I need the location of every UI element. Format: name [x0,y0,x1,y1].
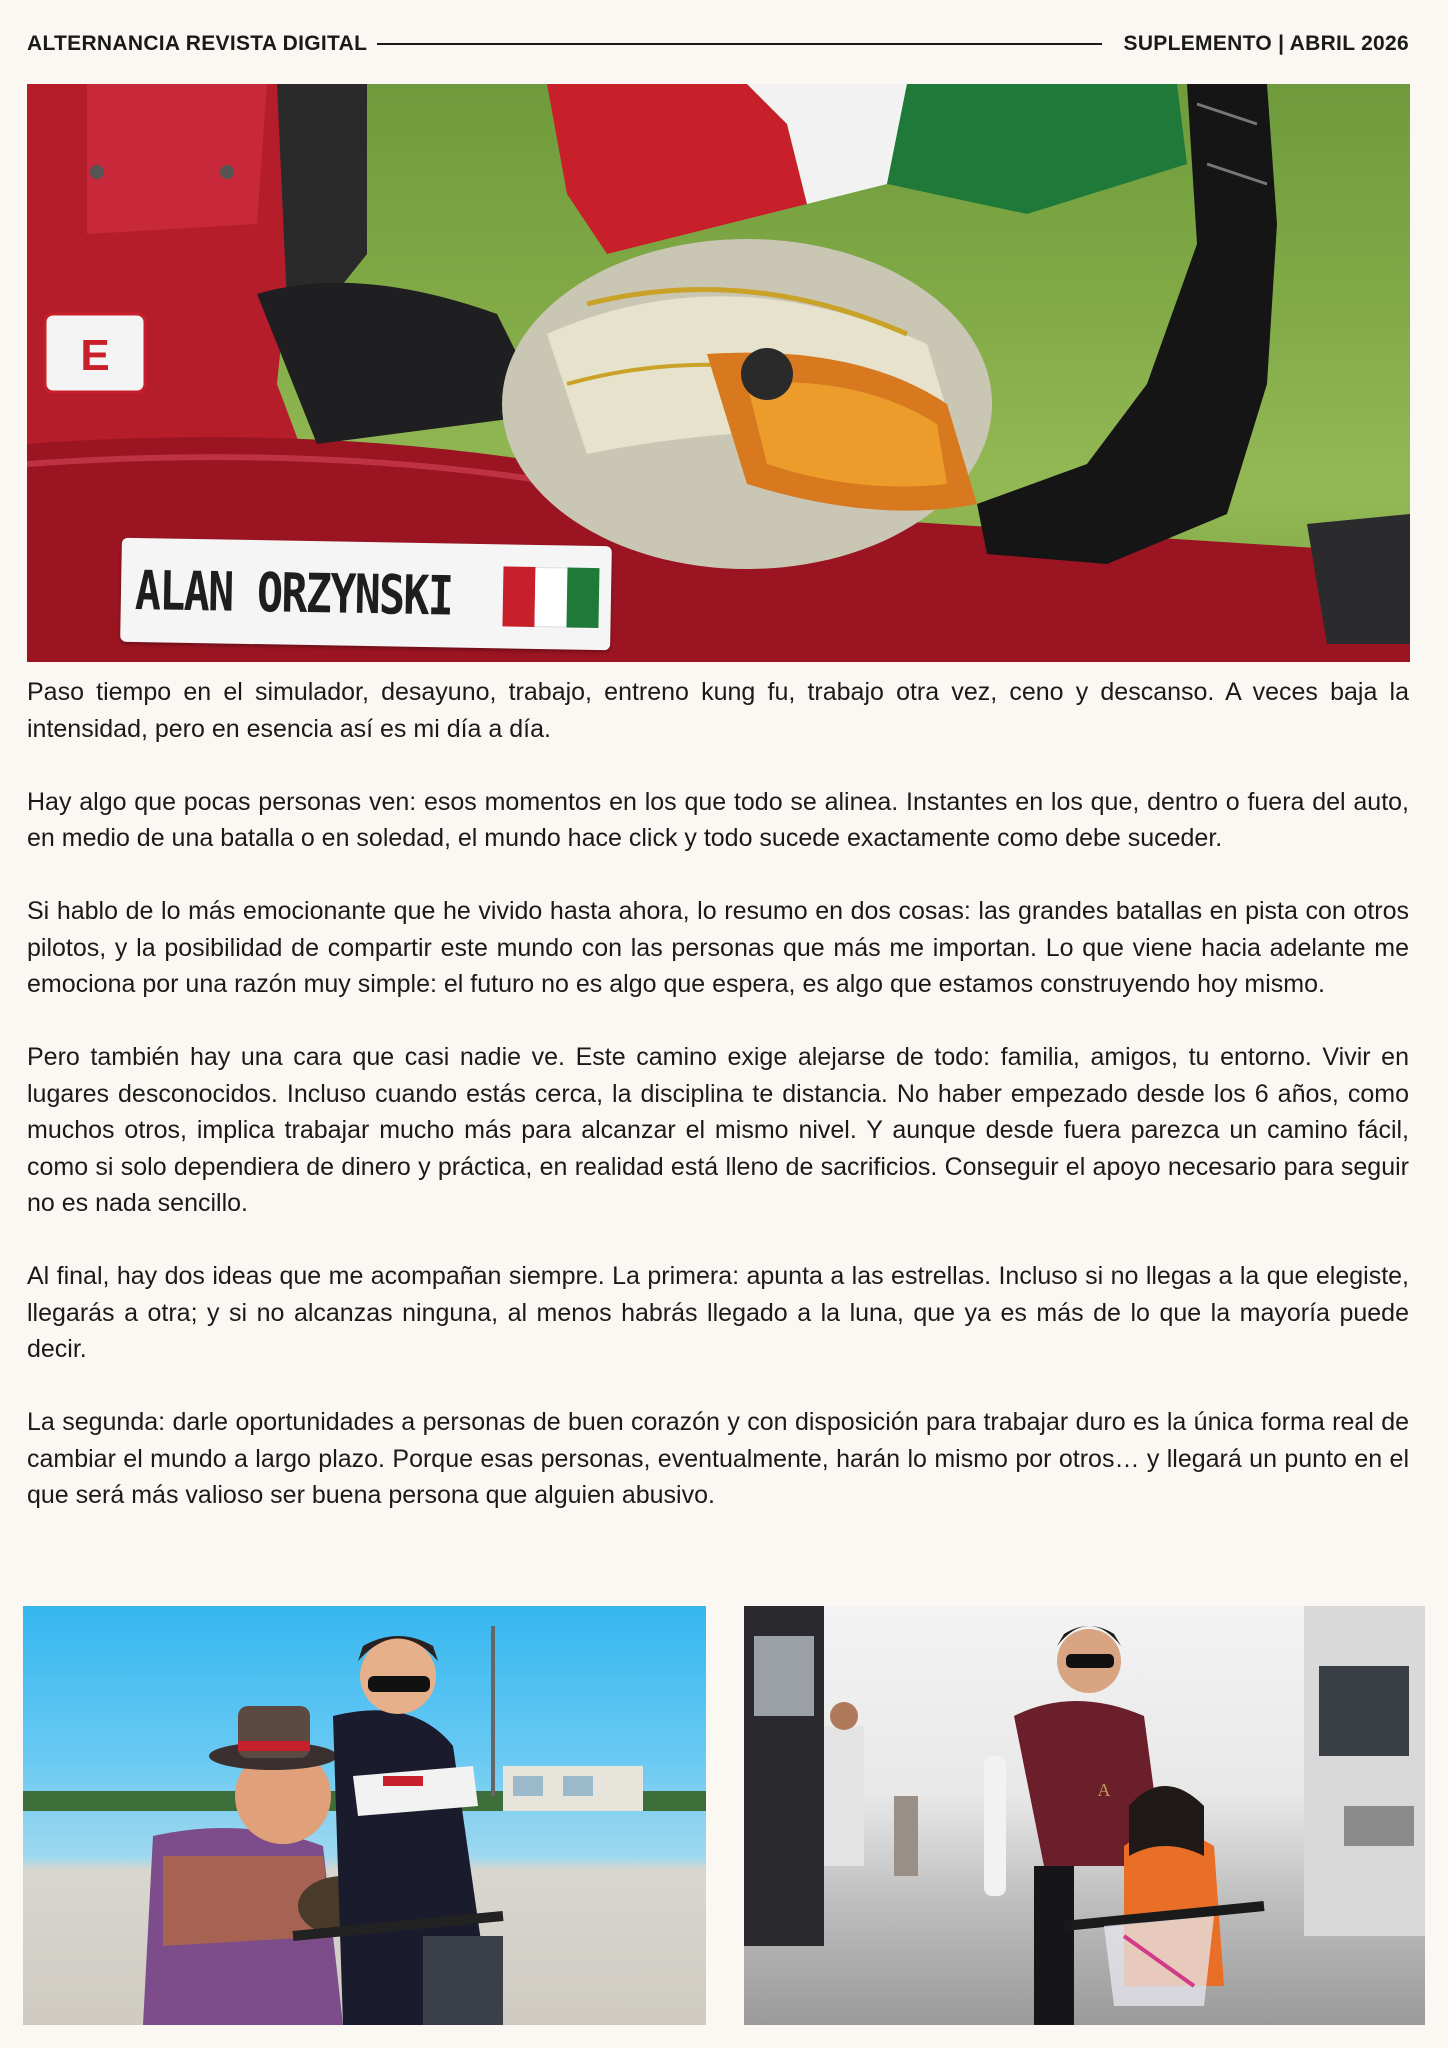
paragraph: Paso tiempo en el simulador, desayuno, trabajo, entreno kung fu, trabajo otra vez, ceno y descanso. A veces baja la intensidad, pero en esencia así es mi día a día. [27,678,1409,743]
article-body [27,674,1409,1550]
photo-driver-with-fan [23,1606,706,2025]
car-badge-letter: E [80,331,110,380]
issue-label: SUPLEMENTO | ABRIL 2026 [1123,32,1409,55]
paragraph: Hay algo que pocas personas ven: esos momentos en los que todo se alinea. Instantes en los que, dentro o fuera del auto, en medio de una batalla o en soledad, el mundo hace click y todo sucede exactamente como debe suceder. [27,787,1409,852]
hero-photo [27,84,1410,662]
mexico-flag-icon [502,566,599,628]
shirt-print: A [1097,1780,1111,1800]
paragraph: La segunda: darle oportunidades a personas de buen corazón y con disposición para trabajar duro es la única forma real de cambiar el mundo a largo plazo. Porque esas personas, eventualmente, harán lo mismo por otros… y llegará un punto en el que será más valioso ser buena persona que alguien abusivo. [27,1408,1409,1509]
paragraph: Pero también hay una cara que casi nadie ve. Este camino exige alejarse de todo: familia, amigos, tu entorno. Vivir en lugares desconocidos. Incluso cuando estás cerca, la disciplina te distancia. No haber empezado desde los 6 años, como muchos otros, implica trabajar mucho más para alcanzar el mismo nivel. Y aunque desde fuera parezca un camino fácil, como si solo dependiera de dinero y práctica, en realidad está lleno de sacrificios. Conseguir el apoyo necesario para seguir no es nada sencillo. [27,1043,1409,1217]
paragraph: Al final, hay dos ideas que me acompañan siempre. La primera: apunta a las estrellas. Incluso si no llegas a la que elegiste, llegarás a otra; y si no alcanzas ninguna, al menos habrás llegado a la luna, que ya es más de lo que la mayoría puede decir. [27,1262,1409,1363]
magazine-title: ALTERNANCIA REVISTA DIGITAL [27,32,368,55]
driver-name-plate [120,538,612,651]
driver-name: ALAN ORZYNSKI [134,558,453,628]
paragraph: Si hablo de lo más emocionante que he vivido hasta ahora, lo resumo en dos cosas: las grandes batallas en pista con otros pilotos, y la posibilidad de compartir este mundo con las personas que más me importan. Lo que viene hacia adelante me emociona por una razón muy simple: el futuro no es algo que espera, es algo que estamos construyendo hoy mismo. [27,897,1409,998]
header-rule [377,43,1101,45]
page-header [27,26,1409,62]
photo-driver-with-friend [744,1606,1425,2025]
